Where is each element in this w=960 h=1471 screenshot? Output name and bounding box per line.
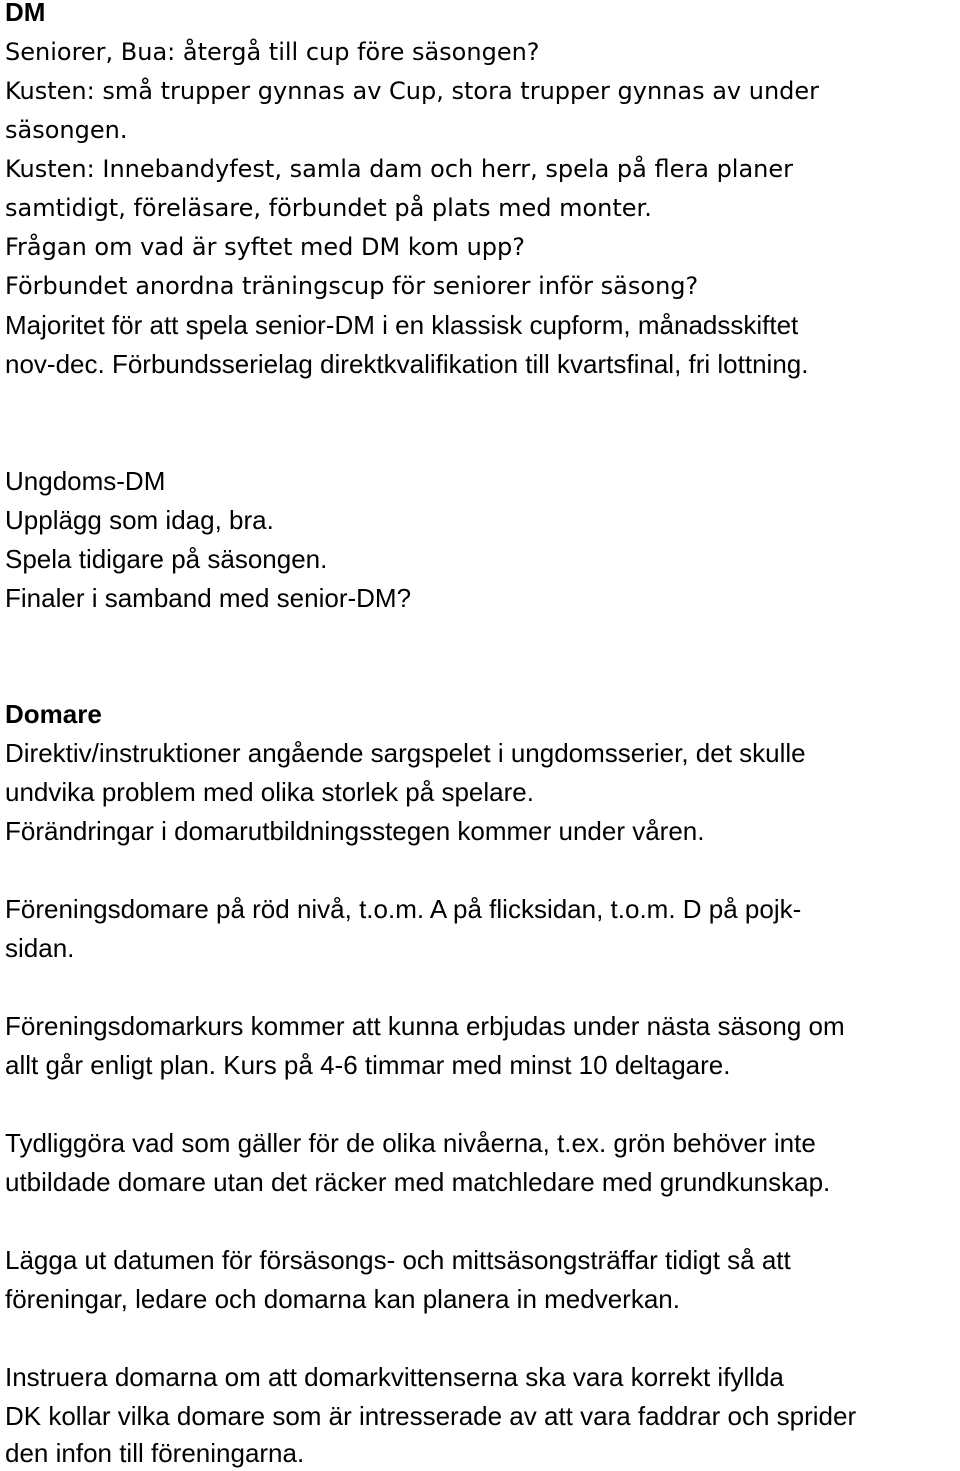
dm-line: Kusten: Innebandyfest, samla dam och herr, spela på flera planer <box>5 155 794 183</box>
domare-line: Lägga ut datumen för försäsongs- och mittsäsongsträffar tidigt så att <box>5 1245 791 1275</box>
dm-line: samtidigt, föreläsare, förbundet på plats med monter. <box>5 194 652 222</box>
dm-line: Kusten: små trupper gynnas av Cup, stora trupper gynnas av under <box>5 77 820 105</box>
domare-line: allt går enligt plan. Kurs på 4-6 timmar med minst 10 deltagare. <box>5 1050 731 1080</box>
dm-line: Förbundet anordna träningscup för seniorer inför säsong? <box>5 272 699 300</box>
domare-line: utbildade domare utan det räcker med matchledare med grundkunskap. <box>5 1167 831 1197</box>
domare-line: sidan. <box>5 933 75 963</box>
domare-line: Instruera domarna om att domarkvittenserna ska vara korrekt ifyllda <box>5 1362 784 1392</box>
ungdom-heading: Ungdoms-DM <box>5 466 166 496</box>
domare-heading: Domare <box>5 699 102 729</box>
domare-line: Tydliggöra vad som gäller för de olika nivåerna, t.ex. grön behöver inte <box>5 1128 816 1158</box>
ungdom-line: Upplägg som idag, bra. <box>5 505 274 535</box>
domare-line: Föreningsdomarkurs kommer att kunna erbjudas under nästa säsong om <box>5 1011 845 1041</box>
domare-line: den infon till föreningarna. <box>5 1438 305 1468</box>
dm-line: säsongen. <box>5 116 128 144</box>
domare-line: Föreningsdomare på röd nivå, t.o.m. A på flicksidan, t.o.m. D på pojk- <box>5 894 802 924</box>
dm-line: Seniorer, Bua: återgå till cup före säsongen? <box>5 38 540 66</box>
domare-line: DK kollar vilka domare som är intresserade av att vara faddrar och sprider <box>5 1401 857 1431</box>
domare-line: föreningar, ledare och domarna kan planera in medverkan. <box>5 1284 680 1314</box>
ungdom-line: Finaler i samband med senior-DM? <box>5 583 412 613</box>
domare-line: undvika problem med olika storlek på spelare. <box>5 777 534 807</box>
domare-line: Direktiv/instruktioner angående sargspelet i ungdomsserier, det skulle <box>5 738 806 768</box>
ungdom-line: Spela tidigare på säsongen. <box>5 544 328 574</box>
dm-heading: DM <box>5 0 46 27</box>
dm-line: nov-dec. Förbundsserielag direktkvalifikation till kvartsfinal, fri lottning. <box>5 349 809 379</box>
dm-line: Majoritet för att spela senior-DM i en klassisk cupform, månadsskiftet <box>5 310 799 340</box>
domare-line: Förändringar i domarutbildningsstegen kommer under våren. <box>5 816 705 846</box>
dm-line: Frågan om vad är syftet med DM kom upp? <box>5 233 526 261</box>
